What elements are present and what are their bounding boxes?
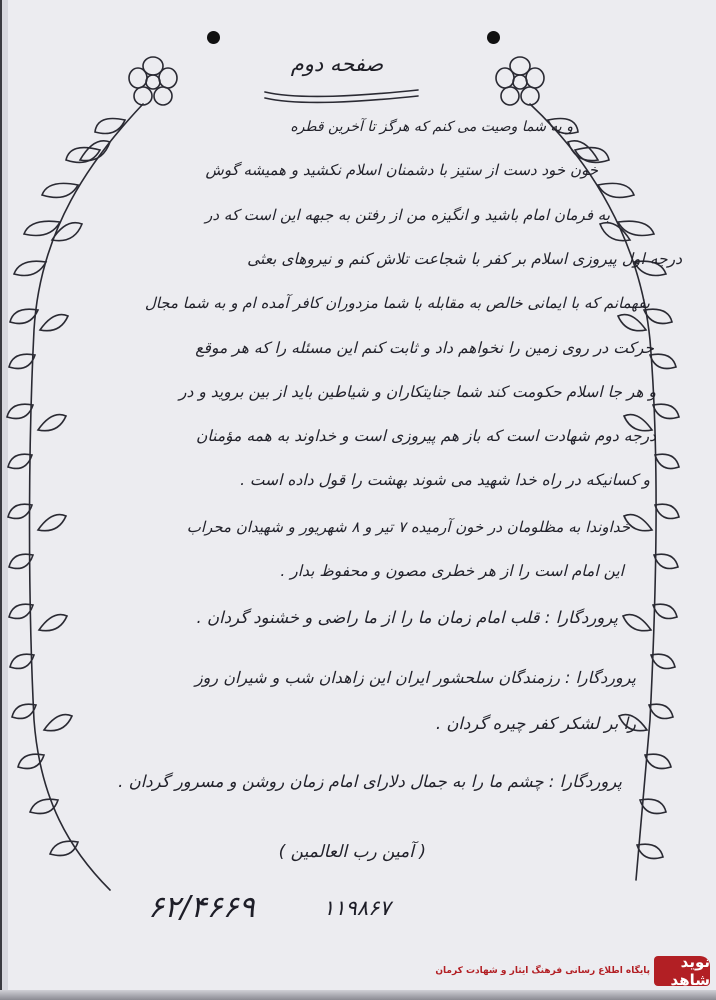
logo-mark: نوید شاهد bbox=[654, 956, 710, 986]
flower-left bbox=[129, 57, 177, 105]
archive-code: ۱۱۹۸۶۷ bbox=[323, 896, 391, 920]
text-line-14: را بر لشکر کفر چیره گردان . bbox=[435, 714, 636, 733]
page-title: صفحه دوم bbox=[290, 52, 384, 76]
watermark-logo bbox=[435, 953, 712, 989]
logo-caption: پایگاه اطلاع رسانی فرهنگ ایثار و شهادت کرمان bbox=[435, 966, 650, 976]
closing-prayer: ( آمین رب العالمین ) bbox=[278, 842, 426, 862]
text-line-11: این امام است را از هر خطری مصون و محفوظ بدار . bbox=[280, 562, 624, 580]
archive-number: ۶۲/۴۶۶۹ bbox=[148, 890, 255, 925]
text-line-8: درجه دوم شهادت است که باز هم پیروزی است و خداوند به همه مؤمنان bbox=[196, 427, 656, 445]
text-line-15: پروردگارا : چشم ما را به جمال دلارای امام زمان روشن و مسرور گردان . bbox=[118, 772, 622, 791]
text-line-2: خون خود دست از ستیز با دشمنان اسلام نکشید و همیشه گوش bbox=[205, 161, 598, 179]
flower-right bbox=[496, 57, 544, 105]
text-line-6: حرکت در روی زمین را نخواهم داد و ثابت کنم این مسئله را که هر موقع bbox=[195, 339, 654, 357]
text-line-5: بفهمانم که با ایمانی خالص به مقابله با شما مزدوران کافر آمده ام و به شما مجال bbox=[144, 294, 650, 312]
text-line-7: و هر جا اسلام حکومت کند شما جنایتکاران و شیاطین باید از بین بروید و در bbox=[179, 383, 656, 401]
text-line-9: و کسانیکه در راه خدا شهید می شوند بهشت را قول داده است . bbox=[240, 471, 650, 489]
text-line-10: خداوندا به مظلومان در خون آرمیده ۷ تیر و ۸ شهریور و شهیدان محراب bbox=[186, 518, 630, 536]
text-line-4: درجه اول پیروزی اسلام بر کفر با شجاعت تلاش کنم و نیروهای بعثی bbox=[247, 250, 682, 268]
scan-bottom-edge bbox=[0, 990, 716, 1000]
text-line-13: پروردگارا : رزمندگان سلحشور ایران این زاهدان شب و شیران روز bbox=[194, 668, 636, 687]
text-line-12: پروردگارا : قلب امام زمان ما را از ما راضی و خشنود گردان . bbox=[196, 608, 618, 627]
text-line-3: به فرمان امام باشید و انگیزه من از رفتن به جبهه این است که در bbox=[205, 206, 610, 224]
text-line-1: و به شما وصیت می کنم که هرگز تا آخرین قطره bbox=[290, 119, 573, 135]
